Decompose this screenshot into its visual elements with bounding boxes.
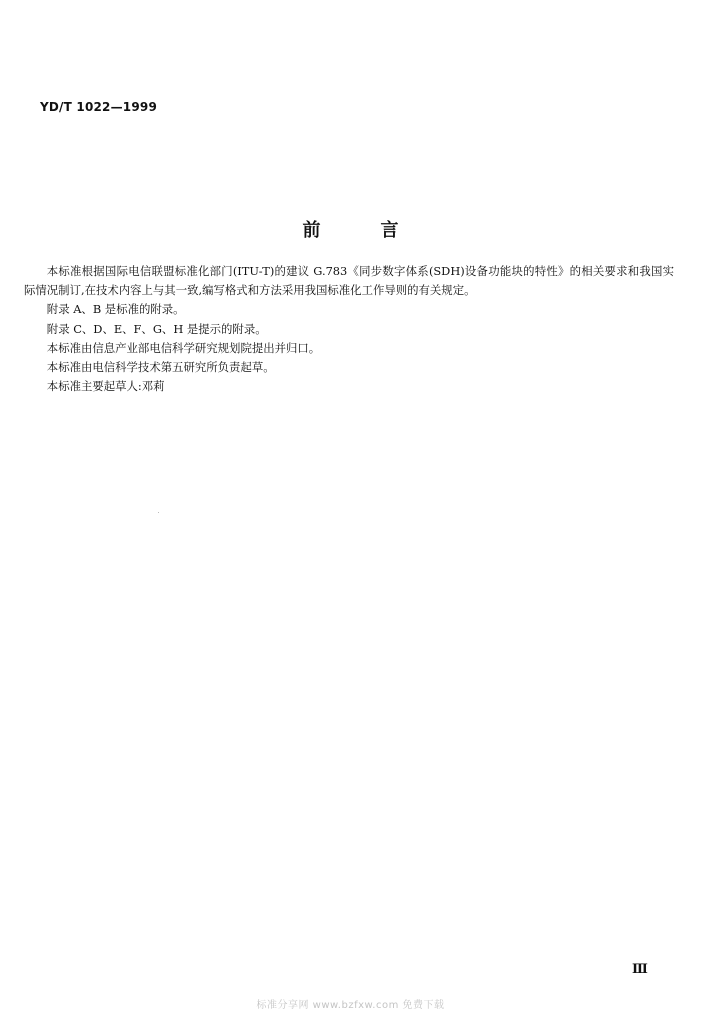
foreword-paragraph: 附录 C、D、E、F、G、H 是提示的附录。 bbox=[46, 321, 267, 336]
foreword-paragraph: 本标准根据国际电信联盟标准化部门(ITU-T)的建议 G.783《同步数字体系(SDH)设备功能块的特性》的相关要求和我国实际情况制订,在技术内容上与其一致,编写格式和方法采用我国标准化工作导则的有关规定。 bbox=[24, 264, 674, 298]
watermark-text: 标准分享网 www.bzfxw.com 免费下载 bbox=[256, 1000, 445, 1011]
foreword-paragraph: 本标准主要起草人:邓莉 bbox=[46, 379, 165, 394]
foreword-paragraph: 本标准由电信科学技术第五研究所负责起草。 bbox=[46, 360, 275, 375]
standard-id: YD/T 1022—1999 bbox=[40, 100, 157, 114]
page-title bbox=[0, 216, 701, 242]
foreword-paragraph: 本标准由信息产业部电信科学研究规划院提出并归口。 bbox=[46, 340, 321, 355]
page-number: Ⅲ bbox=[632, 962, 648, 977]
foreword-body bbox=[24, 262, 674, 396]
scan-speck bbox=[158, 512, 159, 513]
title-char-1: 前 bbox=[302, 220, 321, 241]
title-char-2: 言 bbox=[380, 220, 399, 241]
foreword-paragraph: 附录 A、B 是标准的附录。 bbox=[46, 302, 185, 317]
